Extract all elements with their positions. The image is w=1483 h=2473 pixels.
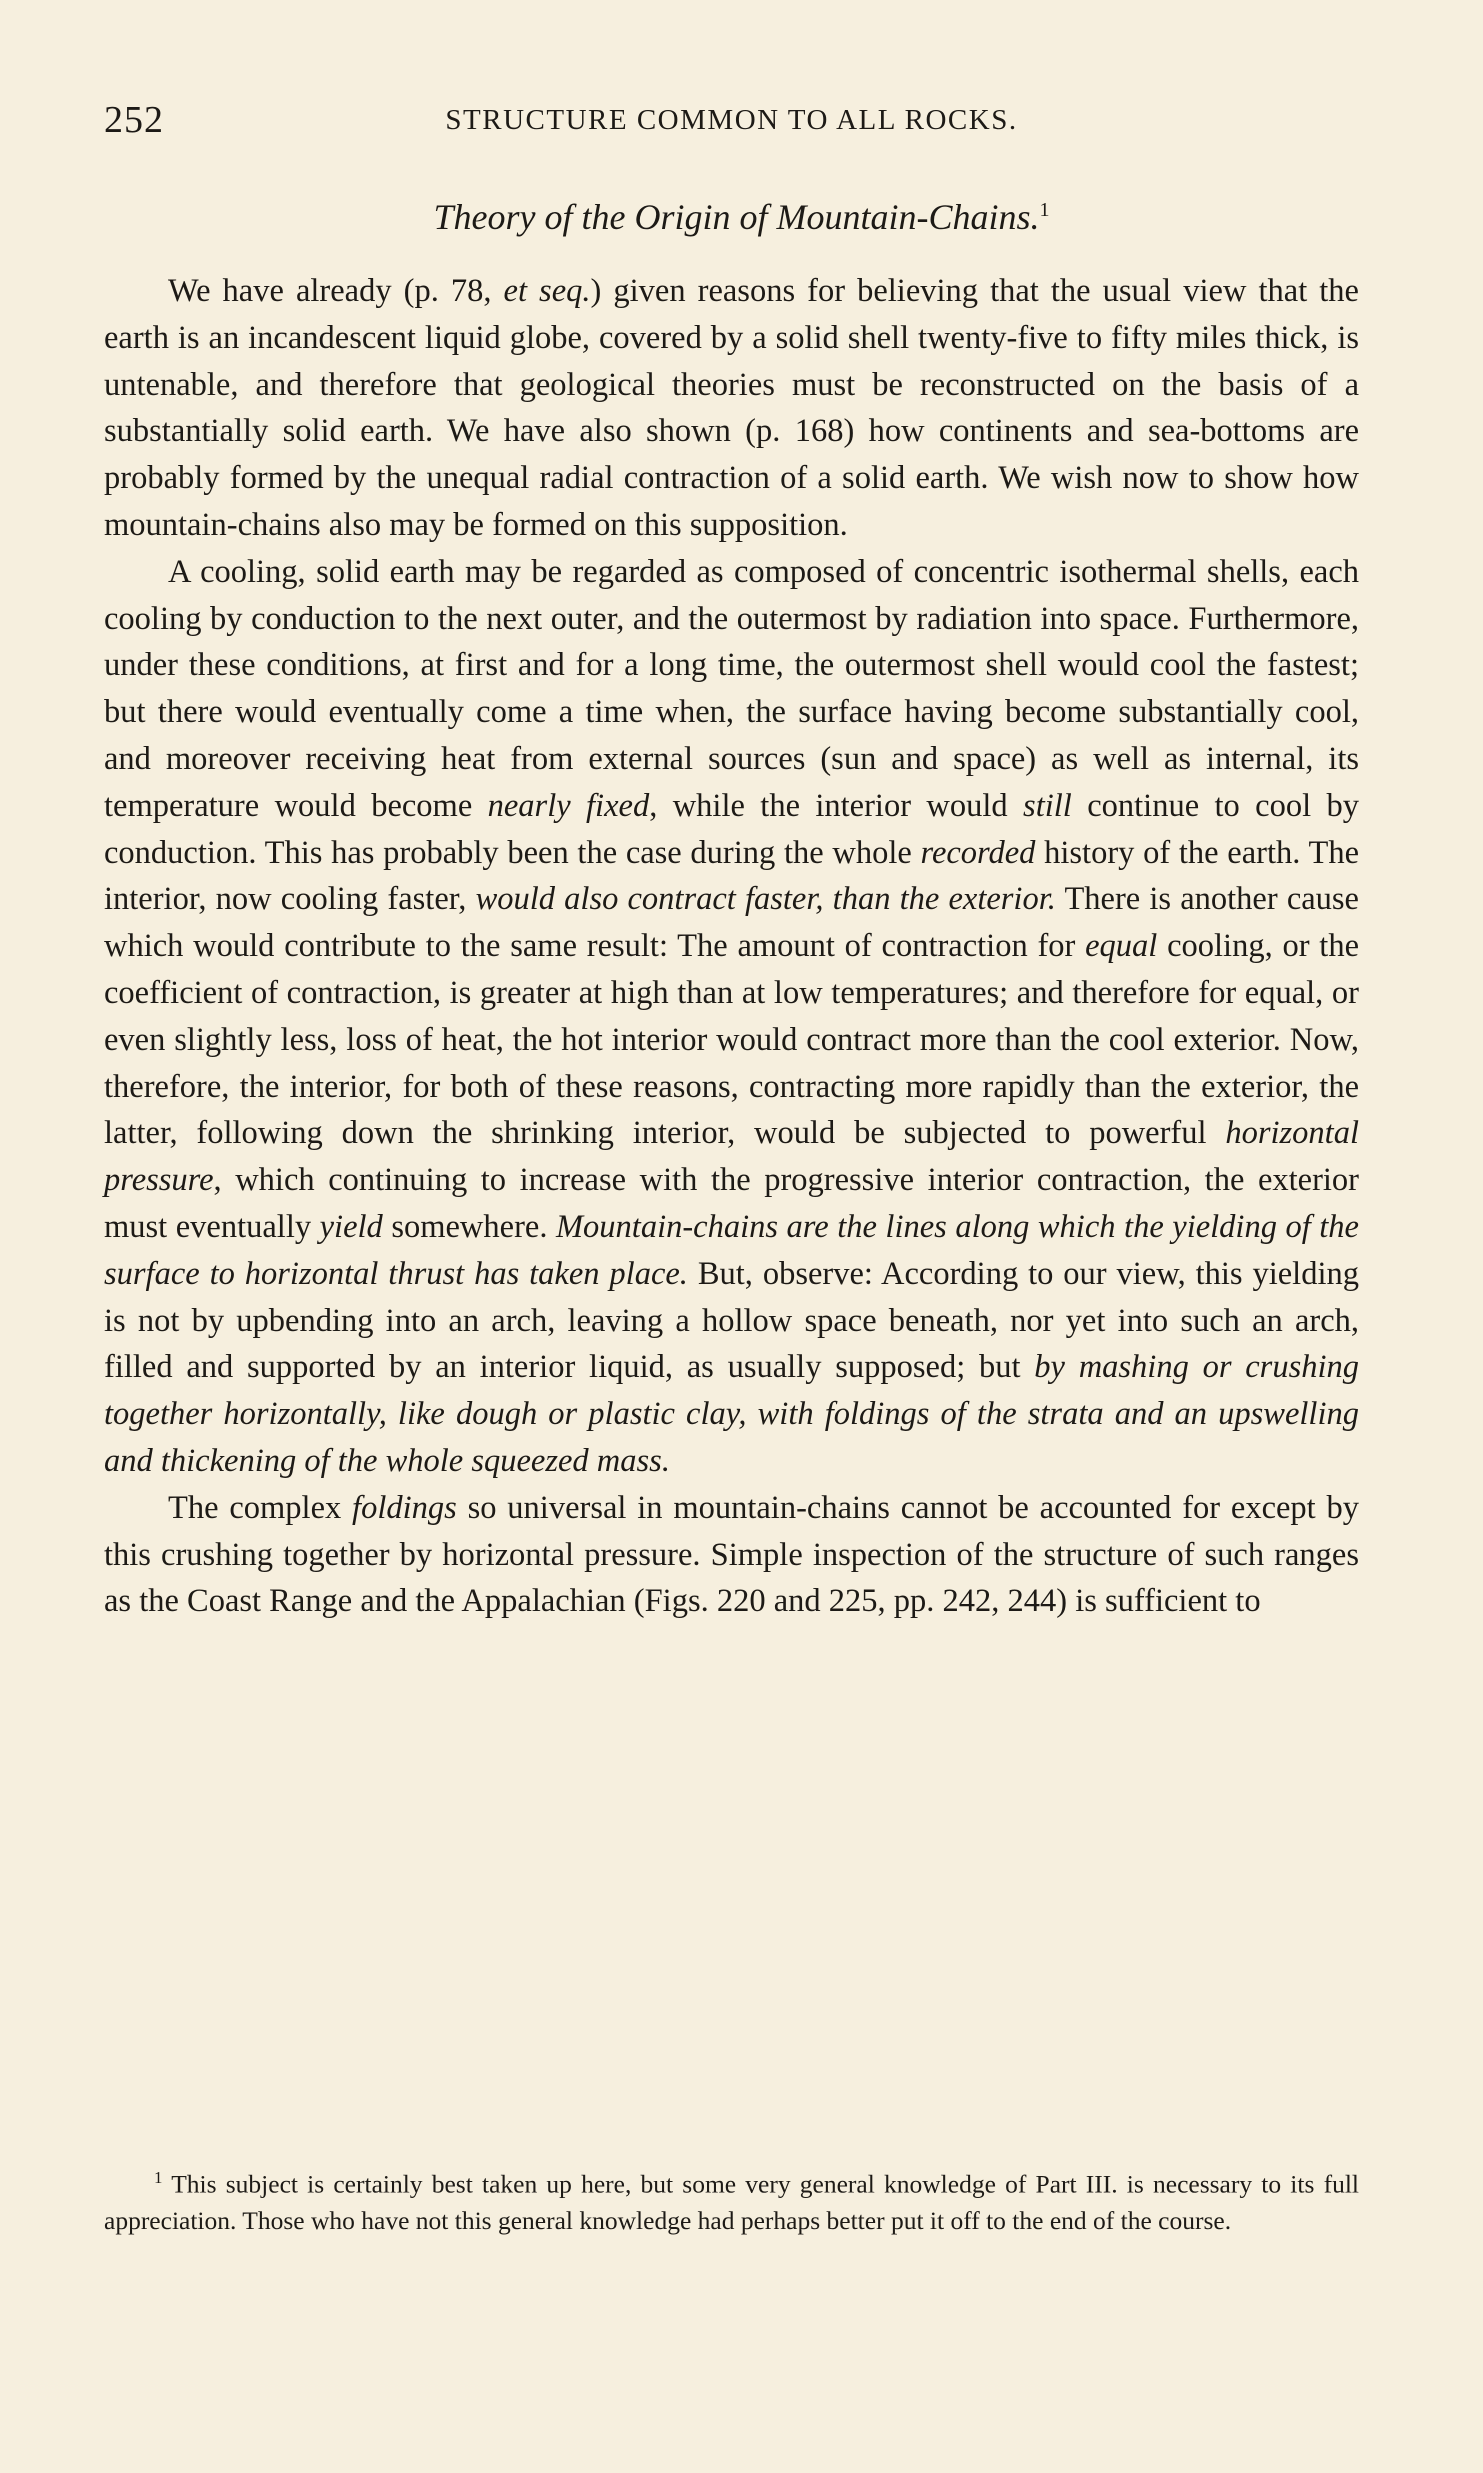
footnote	[104, 2160, 1359, 2240]
text-run: somewhere.	[382, 1208, 556, 1245]
text-run: , which continuing to increase with the progressive interior contraction, the exterior must eventually	[104, 1162, 1359, 1245]
italic-text: Mountain-chains are the lines along which the yielding of the surface to horizontal thrust has taken place.	[104, 1208, 1359, 1292]
page-header	[104, 98, 1359, 148]
footnote-reference: 1	[1039, 199, 1050, 221]
footnote-paragraph	[104, 2160, 1359, 2240]
text-run: There is another cause which would contribute to the same result: The amount of contraction for	[104, 881, 1359, 965]
paragraph	[104, 268, 1359, 549]
text-run: cooling, or the coefficient of contraction, is greater at high than at low temperatures; and therefore for equal, or even slightly less, loss of heat, the hot interior would contract more than the cool exterior. Now, therefore, the interior, for both of these reasons, contracting more rapidly than the exterior, the latter, following down the shrinking interior, would be subjected to powerful	[104, 928, 1360, 1152]
footnote-text: This subject is certainly best taken up here, but some very general knowledge of Part III. is necessary to its full appreciation. Those who have not this general knowledge had perhaps better put it off to the end of the course.	[104, 2169, 1359, 2235]
section-title-text: Theory of the Origin of Mountain-Chains.	[433, 197, 1040, 237]
italic-text: equal	[1085, 928, 1158, 965]
text-run: We have already (p. 78,	[168, 273, 504, 309]
italic-text: foldings	[352, 1489, 457, 1526]
text-run: so universal in mountain-chains cannot be accounted for except by this crushing together by horizontal pressure. Simple inspection of the structure of such ranges as the Coast Range and the Appalachian (Figs. 220 and 225, pp. 242, 244) is sufficient to	[104, 1489, 1359, 1620]
paragraph	[104, 1485, 1359, 1625]
text-run: history of the earth. The interior, now cooling faster,	[104, 834, 1359, 918]
text-run: The complex	[168, 1489, 353, 1526]
text-run: , while the interior would	[649, 787, 1024, 824]
section-title	[0, 196, 1483, 238]
page-number: 252	[104, 99, 164, 141]
italic-text: would also contract faster, than the exterior.	[475, 881, 1056, 918]
italic-text: horizontal pressure	[104, 1115, 1359, 1199]
text-run: But, observe: According to our view, this yielding is not by upbending into an arch, leaving a hollow space beneath, nor yet into such an arch, filled and supported by an interior liquid, as usually supposed; but	[104, 1255, 1359, 1386]
body-text	[104, 268, 1359, 1625]
italic-text: recorded	[920, 834, 1036, 871]
text-run: A cooling, solid earth may be regarded as composed of concentric isothermal shells, each cooling by conduction to the next outer, and the outermost by radiation into space. Furthermore, under these conditions, at first and for a long time, the outermost shell would cool the fastest; but there would eventually come a time when, the surface having become substantially cool, and moreover receiving heat from external sources (sun and space) as well as internal, its temperature would become	[104, 553, 1359, 824]
footnote-mark: 1	[154, 2168, 163, 2187]
italic-text: by mashing or crushing together horizontally, like dough or plastic clay, with foldings of the strata and an upswelling and thickening of the whole squeezed mass.	[104, 1349, 1359, 1479]
running-head: STRUCTURE COMMON TO ALL ROCKS.	[445, 104, 1018, 136]
paragraph	[104, 549, 1359, 1485]
italic-text: yield	[319, 1208, 383, 1245]
italic-text: et seq.	[503, 273, 591, 309]
italic-text: still	[1023, 787, 1072, 824]
text-run: continue to cool by conduction. This has probably been the case during the whole	[104, 787, 1359, 871]
italic-text: nearly fixed	[487, 787, 650, 824]
text-run: ) given reasons for believing that the usual view that the earth is an incandescent liquid globe, covered by a solid shell twenty-five to fifty miles thick, is untenable, and therefore that geological theories must be reconstructed on the basis of a substantially solid earth. We have also shown (p. 168) how continents and sea-bottoms are probably formed by the unequal radial contraction of a solid earth. We wish now to show how mountain-chains also may be formed on this supposition.	[104, 273, 1359, 543]
